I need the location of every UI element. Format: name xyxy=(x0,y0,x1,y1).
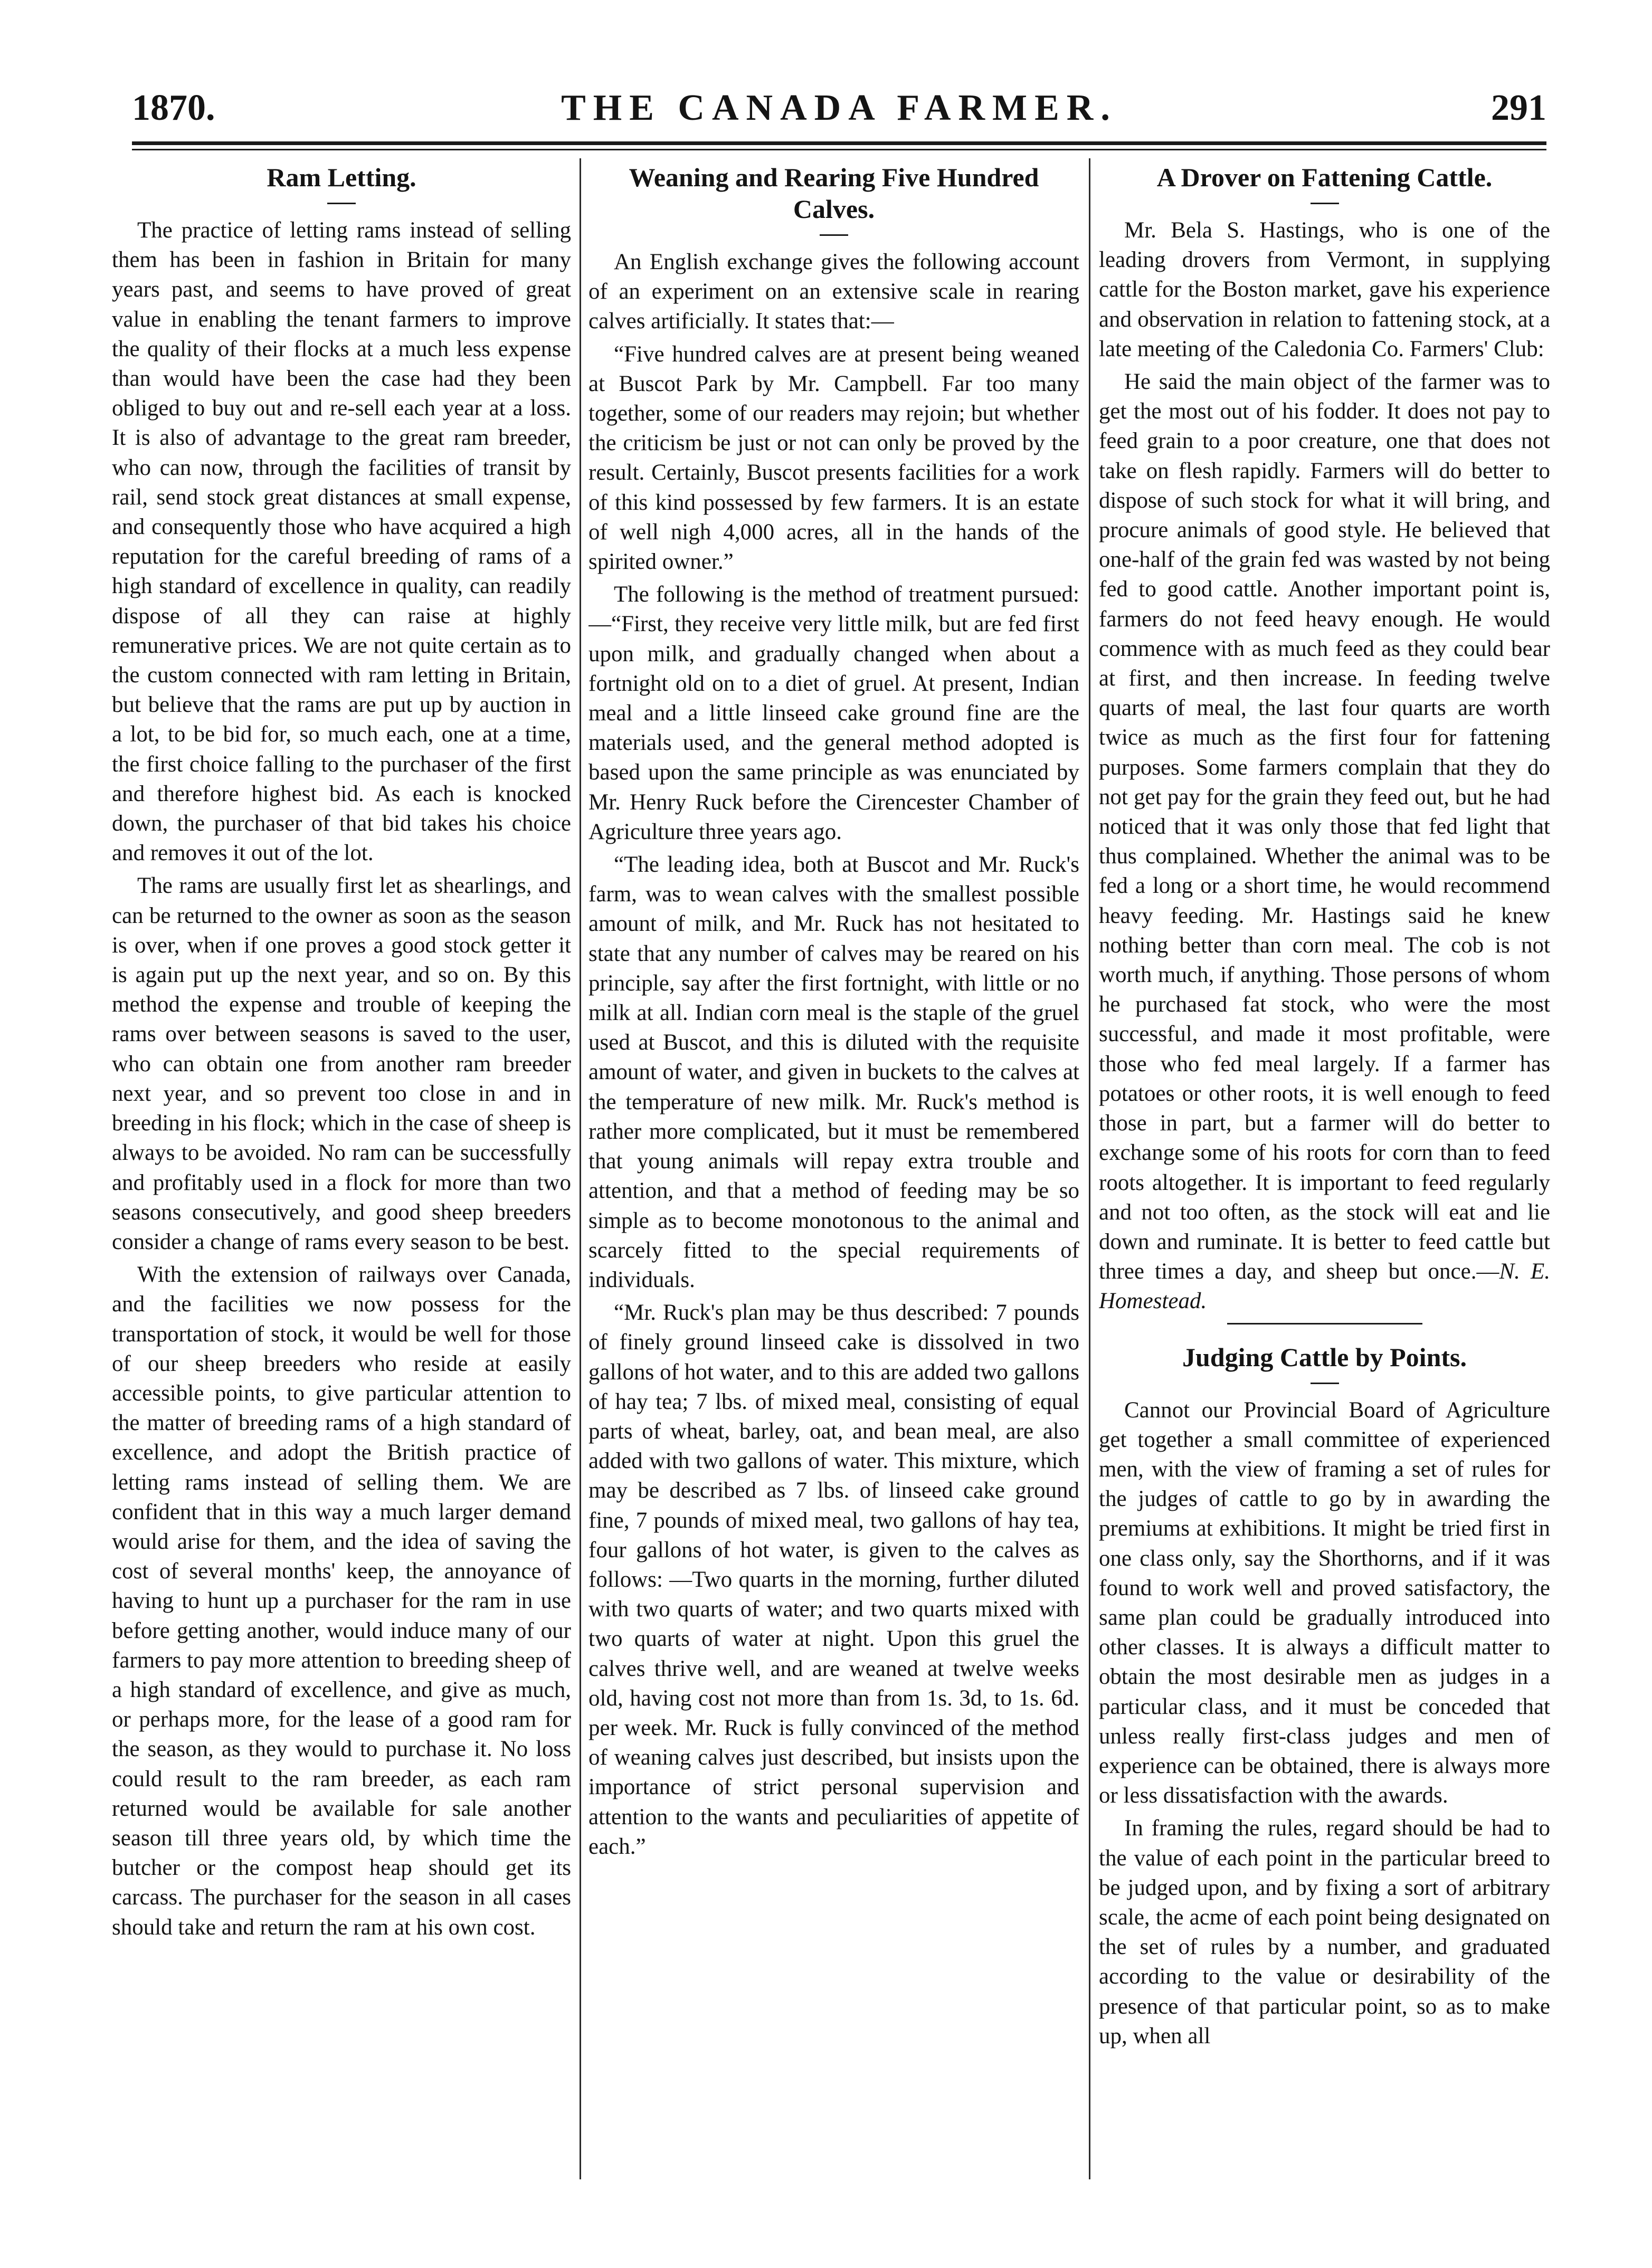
article-paragraph: The rams are usually first let as shearlings, and can be returned to the owner as soon as the season is over, when if one proves a good stock getter it is again put up the next year, and so on. By this method the expense and trouble of keeping the rams over between seasons is saved to the user, who can obtain one from another ram breeder next year, and so prevent too close in and in breeding in his flock; which in the case of sheep is always to be avoided. No ram can be successfully and profitably used in a flock for more than two seasons consecutively, and good sheep breeders consider a change of rams every season to be best. xyxy=(112,873,571,1254)
title-dash xyxy=(820,234,848,236)
article-title: Ram Letting. xyxy=(267,163,416,192)
article-title: A Drover on Fattening Cattle. xyxy=(1156,163,1493,192)
article-paragraph: Cannot our Provincial Board of Agriculture get together a small committee of experienced men, with the view of framing a set of rules for the judges of cattle to go by in awarding the premiums at exhibitions. It might be tried first in one class only, say the Shorthorns, and if it was found to work well and proved satisfactory, the same plan could be gradually introduced into other classes. It is always a difficult matter to obtain the most desirable men as judges in a particular class, and it must be conceded that unless really first-class judges and men of experience can be obtained, there is always more or less dissatisfaction with the awards. xyxy=(1099,1397,1550,1808)
masthead xyxy=(132,79,1546,137)
title-dash xyxy=(1311,1383,1339,1384)
article-paragraph: “Five hundred calves are at present being weaned at Buscot Park by Mr. Campbell. Far too many together, some of our readers may rejoin; but whether the criticism be just or not can only be proved by the result. Certainly, Buscot presents facilities for a work of this kind possessed by few farmers. It is an estate of well nigh 4,000 acres, all in the hands of the spirited owner.” xyxy=(588,341,1079,575)
article-column-three xyxy=(1099,158,1550,2179)
article-paragraph: With the extension of railways over Canada, and the facilities we now possess for the transportation of stock, it would be well for those of our sheep breeders who reside at easily accessible points, to give particular attention to the matter of breeding rams of a high standard of excellence, and adopt the British practice of letting rams instead of selling them. We are confident that in this way a much larger demand would arise for them, and the idea of saving the cost of several months' keep, the annoyance of having to hunt up a purchaser for the ram in use before getting another, would induce many of our farmers to pay more attention to breeding sheep of a high standard of excellence, and give as much, or perhaps more, for the lease of a good ram for the season, as they would to purchase it. No loss could result to the ram breeder, as each ram returned would be available for sale another season till three years old, by which time the butcher or the compost heap should get its carcass. The purchaser for the season in all cases should take and return the ram at his own cost. xyxy=(112,1262,571,1940)
article-weaning-calves xyxy=(588,158,1079,2179)
title-dash xyxy=(327,203,356,204)
masthead-title: THE CANADA FARMER. xyxy=(561,88,1117,128)
page-number: 291 xyxy=(1491,88,1546,128)
article-paragraph: “The leading idea, both at Buscot and Mr. Ruck's farm, was to wean calves with the smallest possible amount of milk, and Mr. Ruck has not hesitated to state that any number of calves may be reared on his principle, say after the first fortnight, with little or no milk at all. Indian corn meal is the staple of the gruel used at Buscot, and this is diluted with the requisite amount of water, and given in buckets to the calves at the temperature of new milk. Mr. Ruck's method is rather more complicated, but it must be remembered that young animals will repay extra trouble and attention, and that a method of feeding may be so simple as to become monotonous to the animal and scarcely fitted to the special requirements of individuals. xyxy=(588,852,1079,1292)
article-ram-letting xyxy=(112,158,571,2179)
article-paragraph: The following is the method of treatment pursued:—“First, they receive very little milk, but are fed first upon milk, and gradually changed when about a fortnight old on to a diet of gruel. At present, Indian meal and a little linseed cake ground fine are the materials used, and the general method adopted is based upon the same principle as was enunciated by Mr. Henry Ruck before the Cirencester Chamber of Agriculture three years ago. xyxy=(588,582,1079,844)
column-divider xyxy=(580,158,581,2179)
article-paragraph-text: He said the main object of the farmer was to get the most out of his fodder. It does not pay to feed grain to a poor creature, one that does not take on flesh rapidly. Farmers will do better to dispose of such stock for what it will bring, and procure animals of good style. He believed that one-half of the grain fed was wasted by not being fed to good cattle. Another important point is, farmers do not feed heavy enough. He would commence with as much feed as they could bear at first, and then increase. In feeding twelve quarts of meal, the last four quarts are worth twice as much as the first four for fattening purposes. Some farmers complain that they do not get pay for the grain they feed out, but he had noticed that it was only those that fed light that thus complained. Whether the animal was to be fed a long or a short time, he would recommend heavy feeding. Mr. Hastings said he knew nothing better than corn meal. The cob is not worth much, if anything. Those persons of whom he purchased fat stock, who were the most successful, and made it most profitable, were those who fed meal largely. If a farmer has potatoes or other roots, it is well enough to feed those in part, but a farmer will do better to exchange some of his roots for corn than to feed roots altogether. It is important to feed regularly and not too often, as the stock will eat and lie down and ruminate. It is better to feed cattle but three times a day, and sheep but once.— xyxy=(1099,369,1550,1284)
source-signature: N. E. Homestead. xyxy=(1099,1259,1550,1314)
article-paragraph: Mr. Bela S. Hastings, who is one of the leading drovers from Vermont, in supplying cattle for the Boston market, gave his experience and observation in relation to fattening stock, at a late meeting of the Caledonia Co. Farmers' Club: xyxy=(1099,218,1550,361)
article-paragraph xyxy=(1099,367,1550,1317)
article-paragraph: An English exchange gives the following account of an experiment on an extensive scale in rearing calves artificially. It states that:— xyxy=(588,250,1079,334)
article-paragraph: “Mr. Ruck's plan may be thus described: 7 pounds of finely ground linseed cake is dissolved in two gallons of hot water, and to this are added two gallons of hay tea; 7 lbs. of mixed meal, consisting of equal parts of wheat, barley, oat, and bean meal, are also added with two gallons of water. This mixture, which may be described as 7 lbs. of linseed cake ground fine, 7 pounds of mixed meal, two gallons of hay tea, four gallons of hot water, is given to the calves as follows: —Two quarts in the morning, further diluted with two quarts of water; and two quarts mixed with two quarts of water at night. Upon this gruel the calves thrive well, and are weaned at twelve weeks old, having cost not more than from 1s. 3d, to 1s. 6d. per week. Mr. Ruck is fully convinced of the method of weaning calves just described, but insists upon the importance of strict personal supervision and attention to the wants and peculiarities of appetite of each.” xyxy=(588,1300,1079,1859)
article-paragraph: The practice of letting rams instead of selling them has been in fashion in Britain for many years past, and seems to have proved of great value in enabling the tenant farmers to improve the quality of their flocks at a much less expense than would have been the case had they been obliged to buy out and re-sell each year at a loss. It is also of advantage to the great ram breeder, who can now, through the facilities of transit by rail, send stock great distances at small expense, and consequently those who have acquired a high reputation for the careful breeding of rams of a high standard of excellence in quality, can readily dispose of all they can raise at highly remunerative prices. We are not quite certain as to the custom connected with ram letting in Britain, but believe that the rams are put up by auction in a lot, to be bid for, so much each, one at a time, the first choice falling to the purchaser of the first and therefore highest bid. As each is knocked down, the purchaser of that bid takes his choice and removes it out of the lot. xyxy=(112,218,571,866)
masthead-rule-thick xyxy=(132,141,1546,145)
masthead-rule-thin xyxy=(132,149,1546,150)
article-separator xyxy=(1227,1323,1422,1324)
title-dash xyxy=(1311,203,1339,204)
article-title: Weaning and Rearing Five Hundred Calves. xyxy=(629,163,1039,224)
article-title: Judging Cattle by Points. xyxy=(1182,1342,1467,1372)
article-paragraph: In framing the rules, regard should be had to the value of each point in the particular breed to be judged upon, and by fixing a sort of arbitrary scale, the acme of each point being designated on the set of rules by a number, and graduated according to the value or desirability of the presence of that particular point, so as to make up, when all xyxy=(1099,1816,1550,2048)
masthead-year: 1870. xyxy=(132,88,215,128)
column-divider xyxy=(1089,158,1090,2179)
